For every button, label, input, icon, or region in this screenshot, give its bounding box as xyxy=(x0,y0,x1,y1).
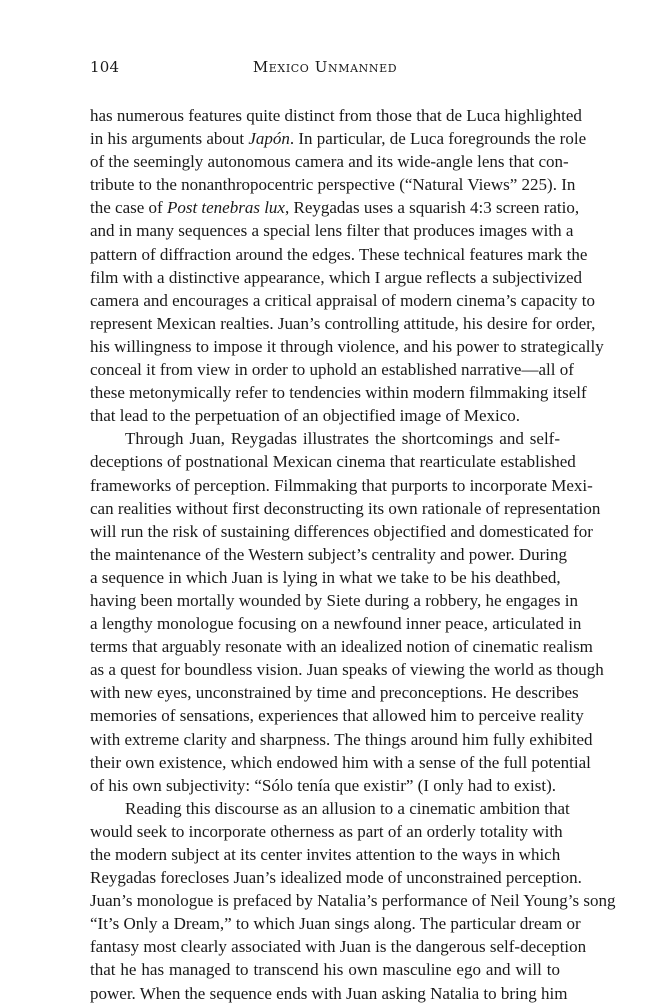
body-text xyxy=(90,104,616,1005)
italic-title: Japón xyxy=(248,129,290,149)
text-line: tribute to the nonanthropocentric perspective (“Natural Views” 225). In xyxy=(90,175,576,195)
text-line: a lengthy monologue focusing on a newfound inner peace, articulated in xyxy=(90,614,582,634)
text-line: fantasy most clearly associated with Juan is the dangerous self-deception xyxy=(90,937,587,957)
text-line: deceptions of postnational Mexican cinema that rearticulate established xyxy=(90,452,576,472)
text-line: will run the risk of sustaining differences objectified and domesticated for xyxy=(90,521,593,541)
text-line: that lead to the perpetuation of an objectified image of Mexico. xyxy=(90,406,521,426)
text-line: the modern subject at its center invites attention to the ways in which xyxy=(90,845,561,864)
text-line: Reygadas forecloses Juan’s idealized mode of unconstrained perception. xyxy=(90,868,582,888)
text-line: power. When the sequence ends with Juan asking Natalia to bring him xyxy=(90,983,568,1003)
text-line: his willingness to impose it through violence, and his power to strategically xyxy=(90,336,604,356)
text-line: film with a distinctive appearance, which I argue reflects a subjectivized xyxy=(90,267,583,287)
text-line: memories of sensations, experiences that allowed him to perceive reality xyxy=(90,706,584,726)
text-line: a sequence in which Juan is lying in what we take to be his deathbed, xyxy=(90,567,561,587)
text-line: can realities without first deconstructing its own rationale of representation xyxy=(90,498,601,518)
text-line: Through Juan, Reygadas illustrates the shortcomings and self- xyxy=(125,429,560,449)
text-line: having been mortally wounded by Siete during a robbery, he engages in xyxy=(90,590,578,610)
paragraph xyxy=(90,427,604,797)
text-line: that he has managed to transcend his own masculine ego and will to xyxy=(90,960,560,980)
text-line: would seek to incorporate otherness as part of an orderly totality with xyxy=(90,821,563,841)
text-line: their own existence, which endowed him with a sense of the full potential xyxy=(90,752,591,772)
text-line: in his arguments about Japón. In particular, de Luca foregrounds the role xyxy=(90,129,587,149)
paragraph xyxy=(90,797,616,1005)
text-line: of the seemingly autonomous camera and its wide-angle lens that con- xyxy=(90,152,569,172)
text-line: Reading this discourse as an allusion to a cinematic ambition that xyxy=(125,798,570,818)
text-line: camera and encourages a critical appraisal of modern cinema’s capacity to xyxy=(90,290,596,310)
page-number: 104 xyxy=(90,58,120,76)
italic-title: Post tenebras lux xyxy=(166,198,285,218)
running-title: Mexico Unmanned xyxy=(252,58,398,76)
text-line: has numerous features quite distinct from those that de Luca highlighted xyxy=(90,106,582,125)
text-line: with extreme clarity and sharpness. The things around him fully exhibited xyxy=(90,729,593,749)
paragraph xyxy=(90,104,604,427)
text-line: these metonymically refer to tendencies within modern filmmaking itself xyxy=(90,383,587,403)
text-line: pattern of diffraction around the edges. These technical features mark the xyxy=(90,244,588,264)
text-line: as a quest for boundless vision. Juan speaks of viewing the world as though xyxy=(90,660,604,680)
text-line: Juan’s monologue is prefaced by Natalia’s performance of Neil Young’s song xyxy=(90,891,616,911)
text-line: the case of Post tenebras lux, Reygadas uses a squarish 4:3 screen ratio, xyxy=(90,198,580,218)
text-line: represent Mexican realties. Juan’s controlling attitude, his desire for order, xyxy=(90,313,596,333)
text-line: frameworks of perception. Filmmaking that purports to incorporate Mexi- xyxy=(90,475,593,495)
running-header xyxy=(90,58,560,80)
text-line: terms that arguably resonate with an idealized notion of cinematic realism xyxy=(90,637,593,657)
text-line: and in many sequences a special lens filter that produces images with a xyxy=(90,221,574,241)
text-line: with new eyes, unconstrained by time and preconceptions. He describes xyxy=(90,683,579,703)
text-line: conceal it from view in order to uphold an established narrative—all of xyxy=(90,360,574,380)
text-line: of his own subjectivity: “Sólo tenía que existir” (I only had to exist). xyxy=(90,775,556,795)
text-line: “It’s Only a Dream,” to which Juan sings along. The particular dream or xyxy=(90,914,581,934)
text-line: the maintenance of the Western subject’s centrality and power. During xyxy=(90,544,567,564)
